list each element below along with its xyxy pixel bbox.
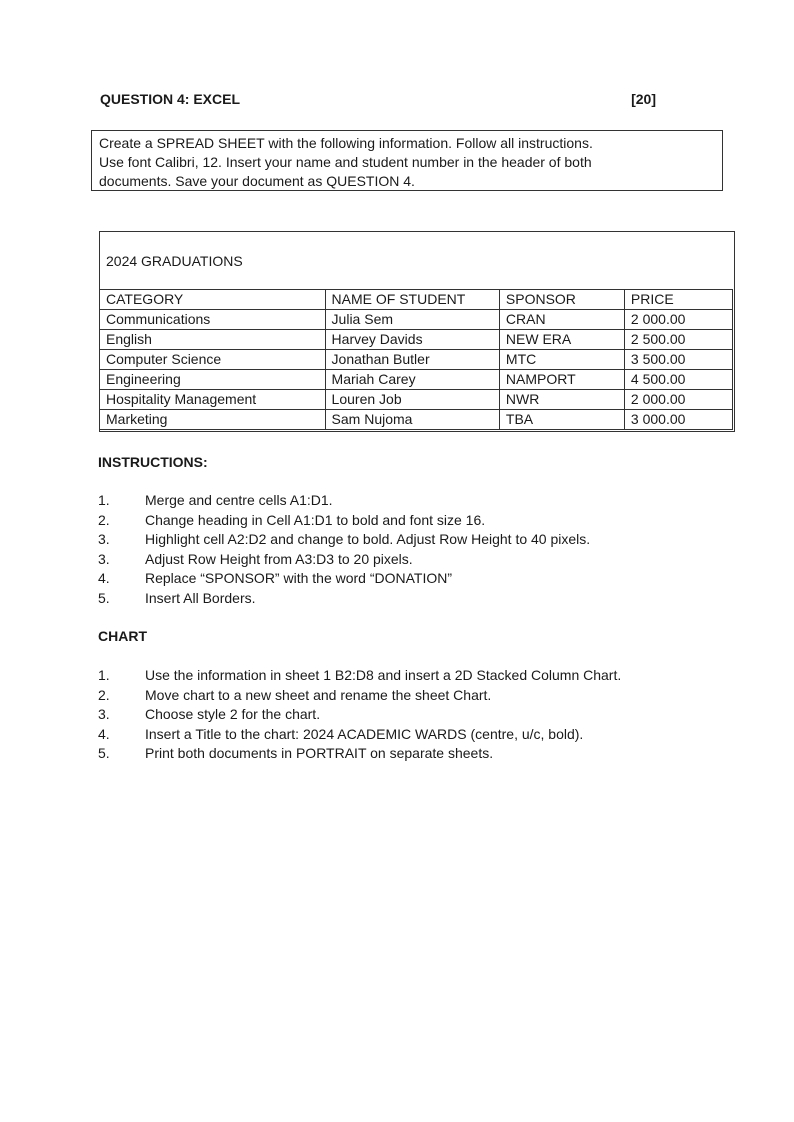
list-item-number: 2. [98, 686, 110, 703]
table-cell: CRAN [499, 310, 624, 330]
list-item-number: 3. [98, 531, 110, 547]
list-item-text: Insert All Borders. [145, 589, 256, 606]
list-item [98, 550, 590, 570]
list-item-text: Change heading in Cell A1:D1 to bold and font size 16. [145, 511, 486, 528]
table-cell: MTC [499, 350, 624, 370]
chart-heading: CHART [98, 628, 147, 644]
instructions-heading: INSTRUCTIONS: [98, 454, 208, 470]
list-item-text: Insert a Title to the chart: 2024 ACADEMIC WARDS (centre, u/c, bold). [145, 725, 584, 742]
list-item-number: 4. [98, 725, 110, 742]
chart-instructions-list [98, 666, 621, 764]
table-header-row [100, 290, 733, 310]
instructions-list [98, 491, 590, 608]
table-cell: Jonathan Butler [325, 350, 499, 370]
table-row [100, 330, 733, 350]
list-item-text: Move chart to a new sheet and rename the sheet Chart. [145, 686, 492, 703]
graduations-table [99, 289, 733, 430]
header-cell: NAME OF STUDENT [325, 290, 499, 310]
list-item [98, 530, 590, 550]
table-cell: Louren Job [325, 390, 499, 410]
list-item-number: 3. [98, 550, 110, 567]
list-item [98, 491, 590, 511]
table-row [100, 410, 733, 430]
question-marks: [20] [631, 91, 656, 107]
intro-instructions-box [91, 130, 723, 191]
list-item-text: Print both documents in PORTRAIT on separate sheets. [145, 745, 494, 761]
list-item-number: 1. [98, 492, 110, 508]
list-item-number: 2. [98, 511, 110, 528]
table-cell: Hospitality Management [100, 390, 326, 410]
table-cell: Sam Nujoma [325, 410, 499, 430]
table-cell: 4 500.00 [624, 370, 732, 390]
table-cell: English [100, 330, 326, 350]
intro-line: documents. Save your document as QUESTION 4. [99, 173, 415, 189]
table-cell: 2 000.00 [624, 390, 732, 410]
table-cell: Mariah Carey [325, 370, 499, 390]
list-item [98, 744, 621, 764]
table-cell: Communications [100, 310, 326, 330]
table-cell: Julia Sem [325, 310, 499, 330]
graduations-table-frame [99, 231, 735, 432]
list-item-text: Highlight cell A2:D2 and change to bold. Adjust Row Height to 40 pixels. [145, 531, 591, 547]
list-item [98, 666, 621, 686]
list-item-number: 3. [98, 706, 110, 722]
table-cell: TBA [499, 410, 624, 430]
table-cell: Computer Science [100, 350, 326, 370]
list-item [98, 686, 621, 706]
question-title: QUESTION 4: EXCEL [100, 91, 241, 107]
table-cell: Marketing [100, 410, 326, 430]
table-cell: 3 500.00 [624, 350, 732, 370]
header-cell: SPONSOR [499, 290, 624, 310]
list-item-text: Choose style 2 for the chart. [145, 706, 321, 722]
list-item-number: 5. [98, 745, 110, 761]
table-cell: 2 500.00 [624, 330, 732, 350]
header-cell: PRICE [624, 290, 732, 310]
list-item [98, 589, 590, 609]
list-item [98, 511, 590, 531]
table-cell: 3 000.00 [624, 410, 732, 430]
list-item [98, 705, 621, 725]
table-cell: NAMPORT [499, 370, 624, 390]
header-cell: CATEGORY [100, 290, 326, 310]
table-cell: NEW ERA [499, 330, 624, 350]
table-cell: Engineering [100, 370, 326, 390]
list-item-number: 5. [98, 589, 110, 606]
table-row [100, 350, 733, 370]
list-item [98, 725, 621, 745]
list-item-text: Merge and centre cells A1:D1. [145, 492, 333, 508]
intro-line: Use font Calibri, 12. Insert your name and student number in the header of both [99, 154, 592, 170]
table-cell: Harvey Davids [325, 330, 499, 350]
list-item [98, 569, 590, 589]
list-item-text: Use the information in sheet 1 B2:D8 and insert a 2D Stacked Column Chart. [145, 667, 622, 683]
table-cell: 2 000.00 [624, 310, 732, 330]
list-item-text: Adjust Row Height from A3:D3 to 20 pixels. [145, 550, 413, 567]
list-item-number: 1. [98, 667, 110, 683]
graduations-table-title: 2024 GRADUATIONS [106, 253, 243, 269]
list-item-number: 4. [98, 570, 110, 586]
question-header [100, 91, 656, 107]
table-row [100, 390, 733, 410]
table-row [100, 310, 733, 330]
table-cell: NWR [499, 390, 624, 410]
list-item-text: Replace “SPONSOR” with the word “DONATION” [145, 570, 453, 586]
table-row [100, 370, 733, 390]
intro-line: Create a SPREAD SHEET with the following information. Follow all instructions. [99, 135, 593, 151]
